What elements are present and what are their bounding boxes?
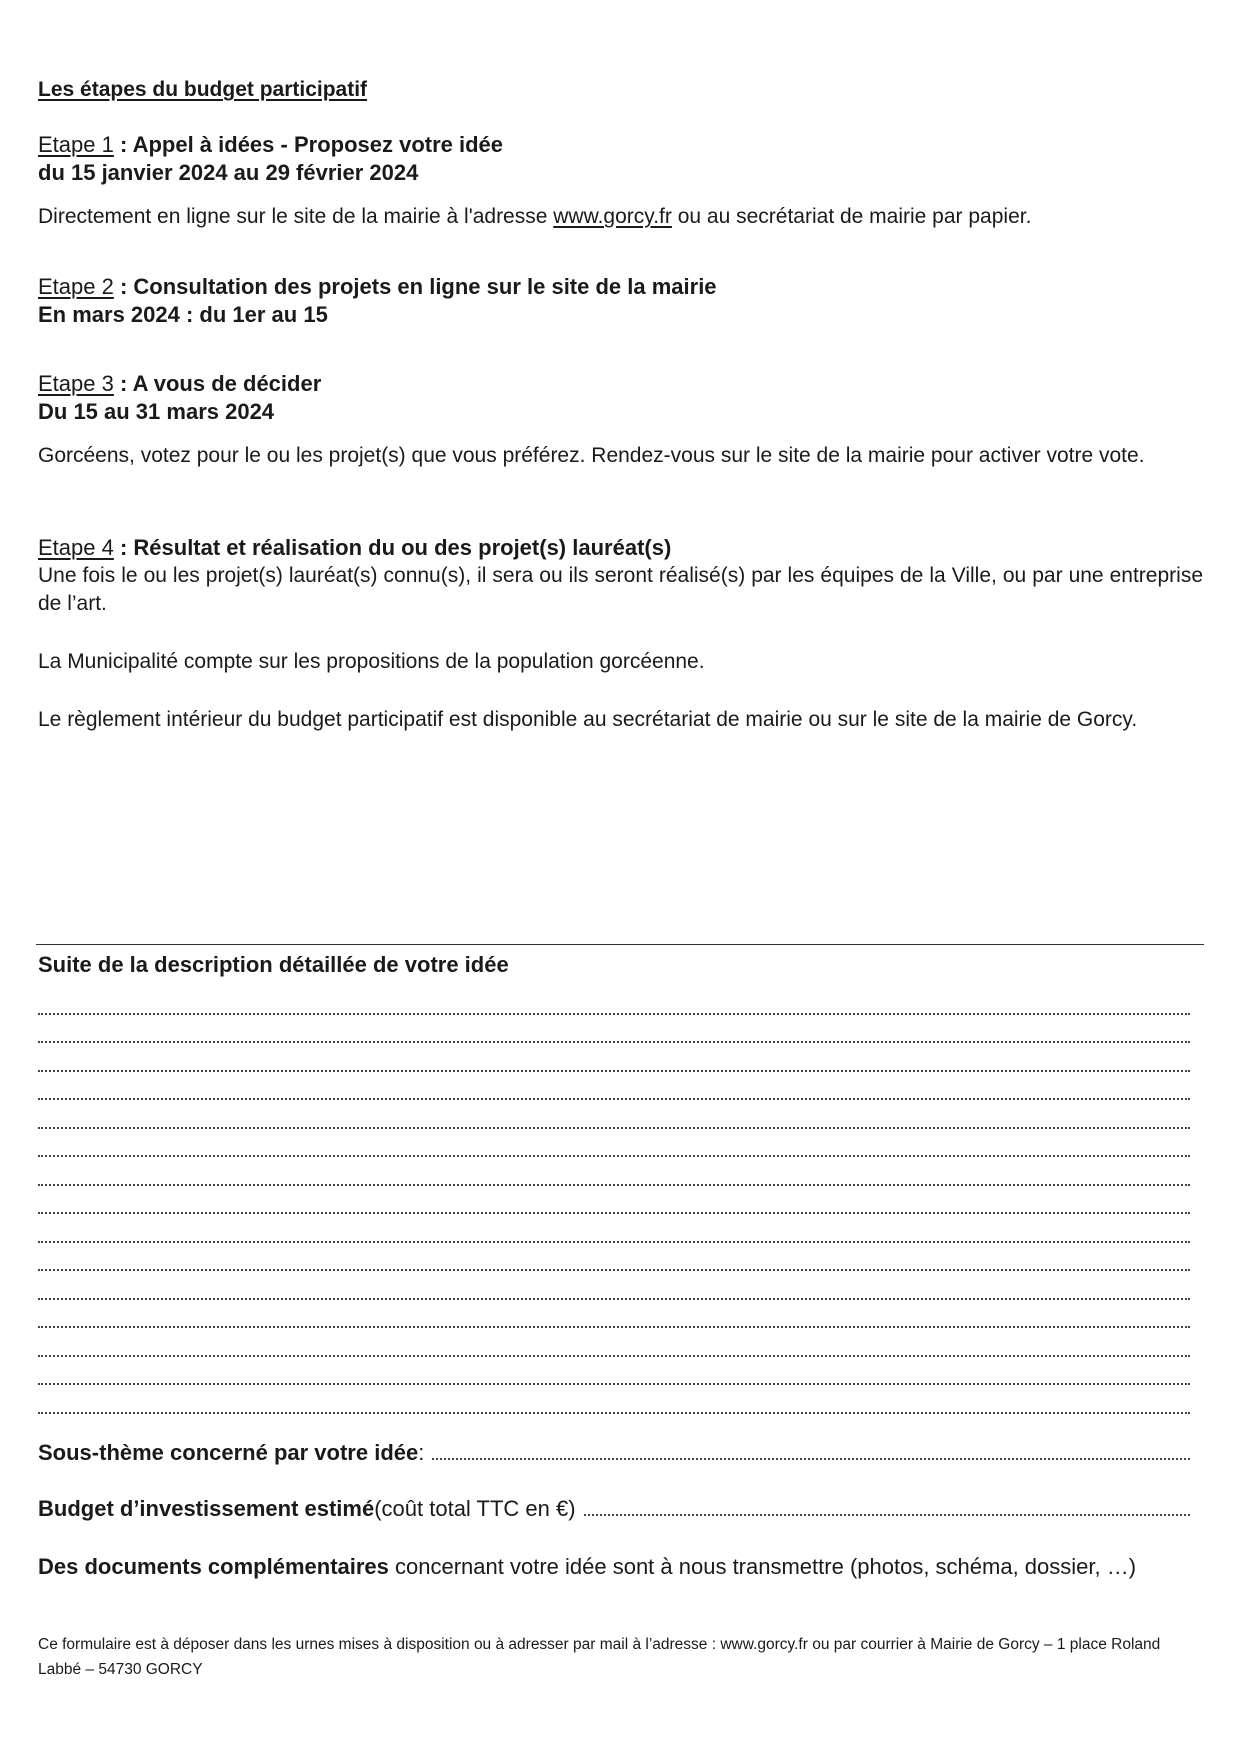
step-2-heading — [38, 273, 1203, 301]
budget-suffix: (coût total TTC en €) — [374, 1496, 576, 1521]
step-4 — [38, 534, 1203, 618]
document-title: Les étapes du budget participatif — [38, 78, 368, 101]
description-line[interactable] — [38, 1385, 1190, 1414]
description-line[interactable] — [38, 1186, 1190, 1215]
subtheme-suffix: : — [418, 1440, 425, 1465]
step-4-title: : Résultat et réalisation du ou des projet(s) lauréat(s) — [113, 535, 672, 560]
step-3-title: : A vous de décider — [113, 371, 322, 396]
budget-label: Budget d’investissement estimé — [38, 1496, 375, 1521]
step-3 — [38, 370, 1203, 470]
description-line[interactable] — [38, 1357, 1190, 1386]
step-1-heading — [38, 131, 1203, 159]
description-line[interactable] — [38, 1271, 1190, 1300]
description-title: Suite de la description détaillée de votre idée — [38, 952, 509, 977]
step-1-text — [38, 203, 1203, 231]
footer-note: Ce formulaire est à déposer dans les urnes mises à disposition ou à adresser par mail à l’adresse : www.gorcy.fr ou par courrier à Mairie de Gorcy – 1 place Roland Labbé – 54730 GORCY — [38, 1636, 1161, 1678]
municipality-text: La Municipalité compte sur les propositions de la population gorcéenne. — [38, 650, 705, 673]
step-1-label: Etape 1 — [38, 132, 114, 157]
description-line[interactable] — [38, 1129, 1190, 1158]
step-2-label: Etape 2 — [38, 274, 114, 299]
step-2 — [38, 273, 1203, 329]
description-lines[interactable] — [38, 986, 1190, 1414]
description-line[interactable] — [38, 986, 1190, 1015]
step-1-text-after: ou au secrétariat de mairie par papier. — [671, 205, 1032, 228]
description-line[interactable] — [38, 1300, 1190, 1329]
step-1-text-before: Directement en ligne sur le site de la mairie à l'adresse — [38, 205, 554, 228]
section-divider — [36, 944, 1204, 945]
step-4-label: Etape 4 — [38, 535, 114, 560]
description-line[interactable] — [38, 1243, 1190, 1272]
description-line[interactable] — [38, 1043, 1190, 1072]
description-line[interactable] — [38, 1015, 1190, 1044]
step-1 — [38, 131, 1203, 231]
rules-text: Le règlement intérieur du budget participatif est disponible au secrétariat de mairie ou sur le site de la mairie de Gorcy. — [38, 708, 1138, 731]
documents-row — [38, 1550, 1168, 1584]
description-line[interactable] — [38, 1072, 1190, 1101]
budget-row — [38, 1494, 1190, 1522]
step-3-heading — [38, 370, 1203, 398]
step-3-label: Etape 3 — [38, 371, 114, 396]
description-line[interactable] — [38, 1100, 1190, 1129]
step-2-dates: En mars 2024 : du 1er au 15 — [38, 302, 328, 327]
step-1-dates: du 15 janvier 2024 au 29 février 2024 — [38, 160, 419, 185]
description-line[interactable] — [38, 1328, 1190, 1357]
budget-input[interactable] — [584, 1494, 1190, 1516]
step-3-dates: Du 15 au 31 mars 2024 — [38, 399, 275, 424]
website-link[interactable]: www.gorcy.fr — [553, 205, 672, 228]
documents-label: Des documents complémentaires — [38, 1554, 389, 1579]
description-line[interactable] — [38, 1157, 1190, 1186]
step-2-title: : Consultation des projets en ligne sur le site de la mairie — [113, 274, 717, 299]
documents-text: concernant votre idée sont à nous transmettre (photos, schéma, dossier, …) — [388, 1554, 1137, 1579]
step-4-text: Une fois le ou les projet(s) lauréat(s) connu(s), il sera ou ils seront réalisé(s) par les équipes de la Ville, ou par une entreprise de l’art. — [38, 564, 1203, 615]
step-3-text: Gorcéens, votez pour le ou les projet(s) que vous préférez. Rendez-vous sur le site de la mairie pour activer votre vote. — [38, 444, 1145, 467]
subtheme-input[interactable] — [432, 1438, 1190, 1460]
description-line[interactable] — [38, 1214, 1190, 1243]
subtheme-label: Sous-thème concerné par votre idée — [38, 1440, 419, 1465]
subtheme-row — [38, 1438, 1190, 1466]
document-page — [38, 0, 1203, 1754]
step-1-title: : Appel à idées - Proposez votre idée — [113, 132, 504, 157]
step-4-heading — [38, 534, 1203, 562]
